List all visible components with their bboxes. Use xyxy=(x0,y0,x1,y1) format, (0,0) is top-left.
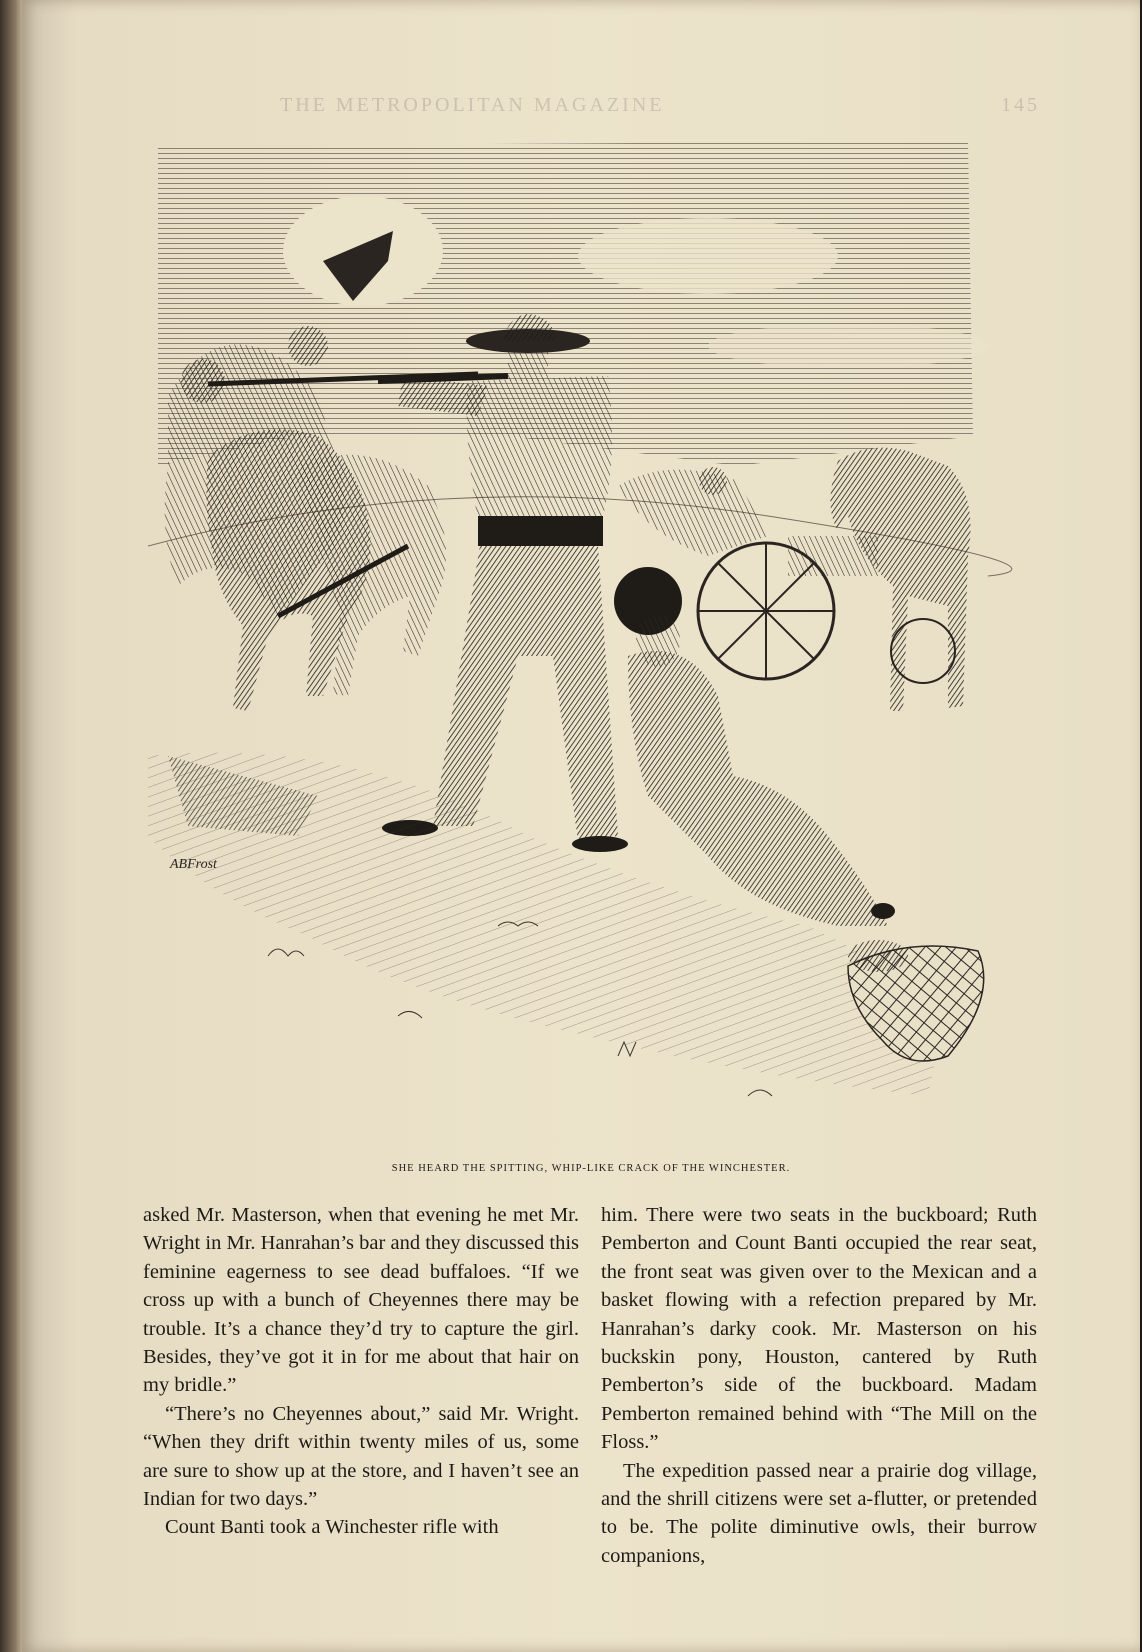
paragraph: “There’s no Cheyennes about,” said Mr. Wright. “When they drift within twenty miles of us, some are sure to show up at the store, and I haven’t see an Indian for two days.” xyxy=(143,1402,579,1511)
running-head-title: THE METROPOLITAN MAGAZINE xyxy=(280,94,665,116)
paragraph: him. There were two seats in the buckboard; Ruth Pemberton and Count Banti occupied the rear seat, the front seat was given over to the Mexican and a basket flowing with a refection prepared by Mr. Hanrahan’s darky cook. Mr. Masterson on his buckskin pony, Houston, cantered by Ruth Pemberton’s side of the buckboard. Madam Pemberton remained behind with “The Mill on the Floss.” xyxy=(601,1204,1037,1454)
artist-signature: ABFrost xyxy=(170,857,217,872)
paragraph: The expedition passed near a prairie dog village, and the shrill citizens were set a-flutter, or pretended to be. The polite diminutive owls, their burrow companions, xyxy=(601,1459,1037,1567)
book-spine-edge xyxy=(0,0,22,1652)
running-head-bleedthrough xyxy=(280,94,1040,116)
text-column-left xyxy=(143,1201,579,1542)
paragraph: asked Mr. Masterson, when that evening he met Mr. Wright in Mr. Hanrahan’s bar and they discussed this feminine eagerness to see dead buffaloes. “If we cross up with a bunch of Cheyennes there may be trouble. It’s a chance they’d try to capture the girl. Besides, they’ve got it in for me about that hair on my bridle.” xyxy=(143,1204,579,1397)
page-number: 145 xyxy=(1001,94,1040,116)
text-column-right xyxy=(601,1201,1037,1570)
paragraph: Count Banti took a Winchester rifle with xyxy=(165,1516,499,1539)
illustration-caption: SHE HEARD THE SPITTING, WHIP-LIKE CRACK OF THE WINCHESTER. xyxy=(391,1163,791,1174)
engraving-illustration xyxy=(148,136,1038,1148)
seated-woman xyxy=(614,567,895,926)
